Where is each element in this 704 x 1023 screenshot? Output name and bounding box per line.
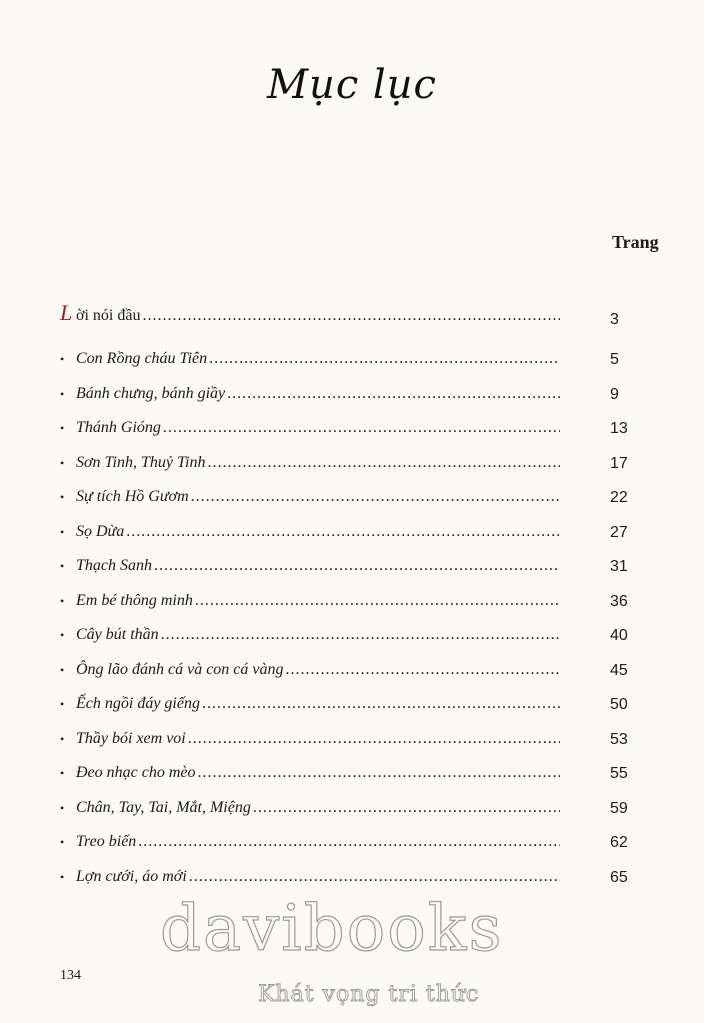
leader-dots: [163, 419, 560, 437]
drop-cap: L: [60, 300, 73, 325]
toc-entry-label: Thạch Sanh: [76, 557, 152, 574]
toc-entry-label: Treo biển: [76, 833, 137, 850]
toc-entry-page: 59: [610, 800, 628, 817]
toc-entry[interactable]: [60, 488, 560, 514]
toc-entry-page: 36: [610, 593, 628, 610]
leader-dots: [188, 730, 560, 748]
toc-entry[interactable]: [60, 385, 560, 411]
toc-entry-label: ời nói đầu: [76, 307, 141, 324]
toc-entry-label: Cây bút thần: [76, 626, 159, 643]
toc-entry-page: 40: [610, 627, 628, 644]
watermark-brand: davibooks: [160, 892, 504, 966]
toc-entry-label: Đeo nhạc cho mèo: [76, 764, 196, 781]
toc-entry-page: 5: [610, 351, 619, 368]
leader-dots: [142, 307, 560, 325]
toc-entry[interactable]: [60, 764, 560, 790]
toc-entry[interactable]: [60, 799, 560, 825]
leader-dots: [138, 833, 560, 851]
toc-entry[interactable]: [60, 592, 560, 618]
toc-entry-intro[interactable]: [60, 300, 560, 326]
toc-entry[interactable]: [60, 419, 560, 445]
toc-entry-page: 55: [610, 765, 628, 782]
toc-entry-page: 65: [610, 869, 628, 886]
leader-dots: [198, 764, 560, 782]
toc-entry-label: Bánh chưng, bánh giầy: [76, 385, 226, 402]
leader-dots: [154, 557, 560, 575]
bullet-icon: •: [60, 835, 65, 849]
toc-entry[interactable]: [60, 695, 560, 721]
bullet-icon: •: [60, 387, 65, 401]
toc-entry-label: Sơn Tinh, Thuỷ Tinh: [76, 454, 206, 471]
bullet-icon: •: [60, 766, 65, 780]
toc-entry-label: Lợn cưới, áo mới: [76, 868, 187, 885]
page-column-header: Trang: [612, 232, 659, 252]
toc-entry-page: 53: [610, 731, 628, 748]
toc-entry-label: Em bé thông minh: [76, 592, 193, 609]
leader-dots: [191, 488, 560, 506]
toc-entry[interactable]: [60, 833, 560, 859]
toc-entry-label: Ếch ngồi đáy giếng: [76, 695, 200, 712]
leader-dots: [209, 350, 560, 368]
bullet-icon: •: [60, 490, 65, 504]
toc-entry-label: Sự tích Hồ Gươm: [76, 488, 189, 505]
toc-entry-label: Thánh Gióng: [76, 419, 161, 436]
bullet-icon: •: [60, 352, 65, 366]
leader-dots: [207, 454, 560, 472]
bullet-icon: •: [60, 421, 65, 435]
bullet-icon: •: [60, 594, 65, 608]
bullet-icon: •: [60, 663, 65, 677]
toc-entry-label: Thầy bói xem voi: [76, 730, 186, 747]
toc-entry-page: 50: [610, 696, 628, 713]
toc-entry-page: 22: [610, 489, 628, 506]
leader-dots: [189, 868, 560, 886]
leader-dots: [202, 695, 560, 713]
toc-entry[interactable]: [60, 557, 560, 583]
toc-entry-page: 45: [610, 662, 628, 679]
toc-entry[interactable]: [60, 523, 560, 549]
toc-entry[interactable]: [60, 350, 560, 376]
leader-dots: [195, 592, 560, 610]
bullet-icon: •: [60, 801, 65, 815]
toc-entry-label: Con Rồng cháu Tiên: [76, 350, 208, 367]
leader-dots: [227, 385, 560, 403]
bullet-icon: •: [60, 525, 65, 539]
toc-entry[interactable]: [60, 730, 560, 756]
leader-dots: [253, 799, 560, 817]
toc-entry[interactable]: [60, 868, 560, 894]
bullet-icon: •: [60, 559, 65, 573]
toc-entry-page: 62: [610, 834, 628, 851]
toc-entry-label: Chân, Tay, Tai, Mắt, Miệng: [76, 799, 251, 816]
bullet-icon: •: [60, 628, 65, 642]
toc-entry[interactable]: [60, 454, 560, 480]
toc-entry[interactable]: [60, 626, 560, 652]
leader-dots: [286, 661, 560, 679]
toc-entry-page: 27: [610, 524, 628, 541]
leader-dots: [126, 523, 560, 541]
toc-entry-label: Ông lão đánh cá và con cá vàng: [76, 661, 284, 678]
bullet-icon: •: [60, 456, 65, 470]
page-number: 134: [60, 968, 81, 983]
bullet-icon: •: [60, 732, 65, 746]
toc-entry-page: 3: [610, 311, 619, 328]
toc-entry-page: 17: [610, 455, 628, 472]
toc-entry-page: 31: [610, 558, 628, 575]
leader-dots: [161, 626, 560, 644]
toc-entry-page: 9: [610, 386, 619, 403]
page-title: Mục lục: [267, 62, 437, 108]
toc-entry[interactable]: [60, 661, 560, 687]
bullet-icon: •: [60, 870, 65, 884]
bullet-icon: •: [60, 697, 65, 711]
watermark-slogan: Khát vọng tri thức: [258, 982, 480, 1007]
toc-entry-page: 13: [610, 420, 628, 437]
toc-entry-label: Sọ Dừa: [76, 523, 125, 540]
